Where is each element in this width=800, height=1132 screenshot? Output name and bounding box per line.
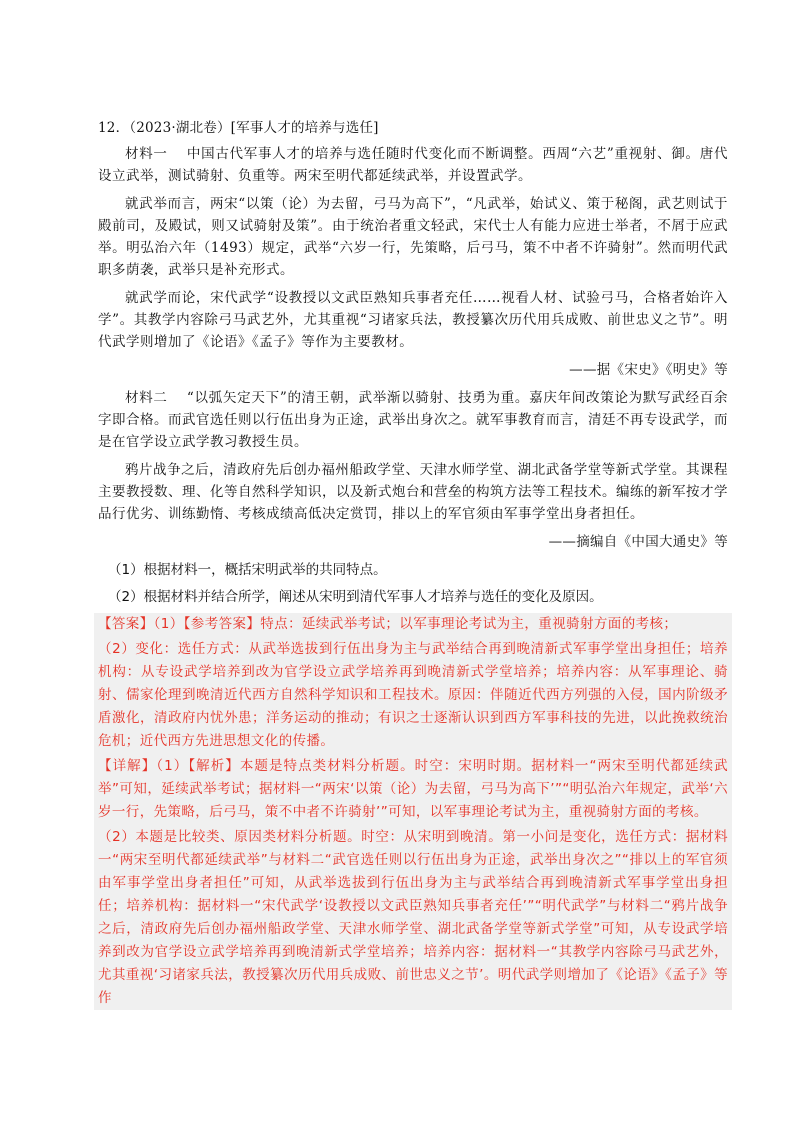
material-one-source: ——据《宋史》《明史》等: [569, 362, 728, 378]
explanation-paragraph: （2）本题是比较类、原因类材料分析题。时空：从宋明到晚清。第一小问是变化，选任方式：据材料一“两宋至明代都延续武举”与材料二“武官选任则以行伍出身为正途，武举出身次之”“排以上的军官须由军事学堂出身者担任”可知，从武举选拔到行伍出身为主与武举结合再到晚清新式军事学堂出身担任；培养机构：据材料一“宋代武学‘设教授以文武臣熟知兵事者充任’”“明代武学”与材料二“鸦片战争之后，清政府先后创办福州船政学堂、天津水师学堂、湖北武备学堂等新式学堂”可知，从专设武学培养到改为官学设立武学培养再到晚清新式学堂培养；培养内容：据材料一“其教学内容除弓马武艺外，尤其重视‘习诸家兵法，教授纂次历代用兵成败、前世忠义之节’。明代武学则增加了《论语》《孟子》等作: [98, 829, 728, 1006]
question-content: [98, 117, 728, 1012]
answer-block: [94, 613, 732, 1010]
material-two-paragraph: 材料二 “以弧矢定天下”的清王朝，武举渐以骑射、技勇为重。嘉庆年间改策论为默写武经百余字即合格。而武官选任则以行伍出身为正途，武举出身次之。就军事教育而言，清廷不再专设武学，而是在官学设立武学教习教授生员。: [98, 390, 728, 450]
sub-question-2: （2）根据材料并结合所学，阐述从宋明到清代军事人才培养与选任的变化及原因。: [108, 589, 603, 605]
explanation-paragraph: 【详解】（1）【解析】本题是特点类材料分析题。时空：宋明时期。据材料一“两宋至明代都延续武举”可知，延续武举考试；据材料一“两宋‘以策（论）为去留，弓马为高下’”“明弘治六年规定，武举‘六岁一行，先策略，后弓马，策不中者不许骑射’”可知，以军事理论考试为主，重视骑射方面的考核。: [98, 758, 728, 820]
material-one-paragraph: 材料一 中国古代军事人才的培养与选任随时代变化而不断调整。西周“六艺”重视射、御。唐代设立武举，测试骑射、负重等。两宋至明代都延续武举，并设置武学。: [98, 146, 728, 184]
material-one-paragraph: 就武举而言，两宋“以策（论）为去留，弓马为高下”，“凡武举，始试义、策于秘阁，武艺则试于殿前司，及殿试，则又试骑射及策”。由于统治者重文轻武，宋代士人有能力应进士举者，不屑于应武举。明弘治六年（1493）规定，武举“六岁一行，先策略，后弓马，策不中者不许骑射”。然而明代武职多荫袭，武举只是补充形式。: [98, 196, 728, 278]
material-one: [98, 143, 728, 353]
answer-paragraph: 【答案】（1）【参考答案】特点：延续武举考试；以军事理论考试为主，重视骑射方面的考核；: [98, 616, 678, 632]
material-two-paragraph: 鸦片战争之后，清政府先后创办福州船政学堂、天津水师学堂、湖北武备学堂等新式学堂。其课程主要教授数、理、化等自然科学知识，以及新式炮台和营垒的构筑方法等工程技术。编练的新军按才学品行优劣、训练勤惰、考核成绩高低决定赏罚，排以上的军官须由军事学堂出身者担任。: [98, 462, 728, 522]
question-title: 12．（2023·湖北卷）[军事人才的培养与选任]: [98, 120, 379, 136]
material-two-source: ——摘编自《中国大通史》等: [548, 534, 728, 550]
answer-paragraph: （2）变化：选任方式：从武举选拔到行伍出身为主与武举结合再到晚清新式军事学堂出身担任；培养机构：从专设武学培养到改为官学设立武学培养再到晚清新式学堂培养；培养内容：从军事理论、骑射、儒家伦理到晚清近代西方自然科学知识和工程技术。原因：伴随近代西方列强的入侵，国内阶级矛盾激化，清政府内忧外患；洋务运动的推动；有识之士逐渐认识到西方军事科技的先进，以此挽救统治危机；近代西方先进思想文化的传播。: [98, 641, 728, 749]
material-one-paragraph: 就武学而论，宋代武学“设教授以文武臣熟知兵事者充任……视看人材、试验弓马，合格者始许入学”。其教学内容除弓马武艺外，尤其重视“习诸家兵法，教授纂次历代用兵成败、前世忠义之节”。明代武学则增加了《论语》《孟子》等作为主要教材。: [98, 290, 728, 350]
sub-question-1: （1）根据材料一，概括宋明武举的共同特点。: [108, 562, 387, 578]
material-two: [98, 387, 728, 525]
